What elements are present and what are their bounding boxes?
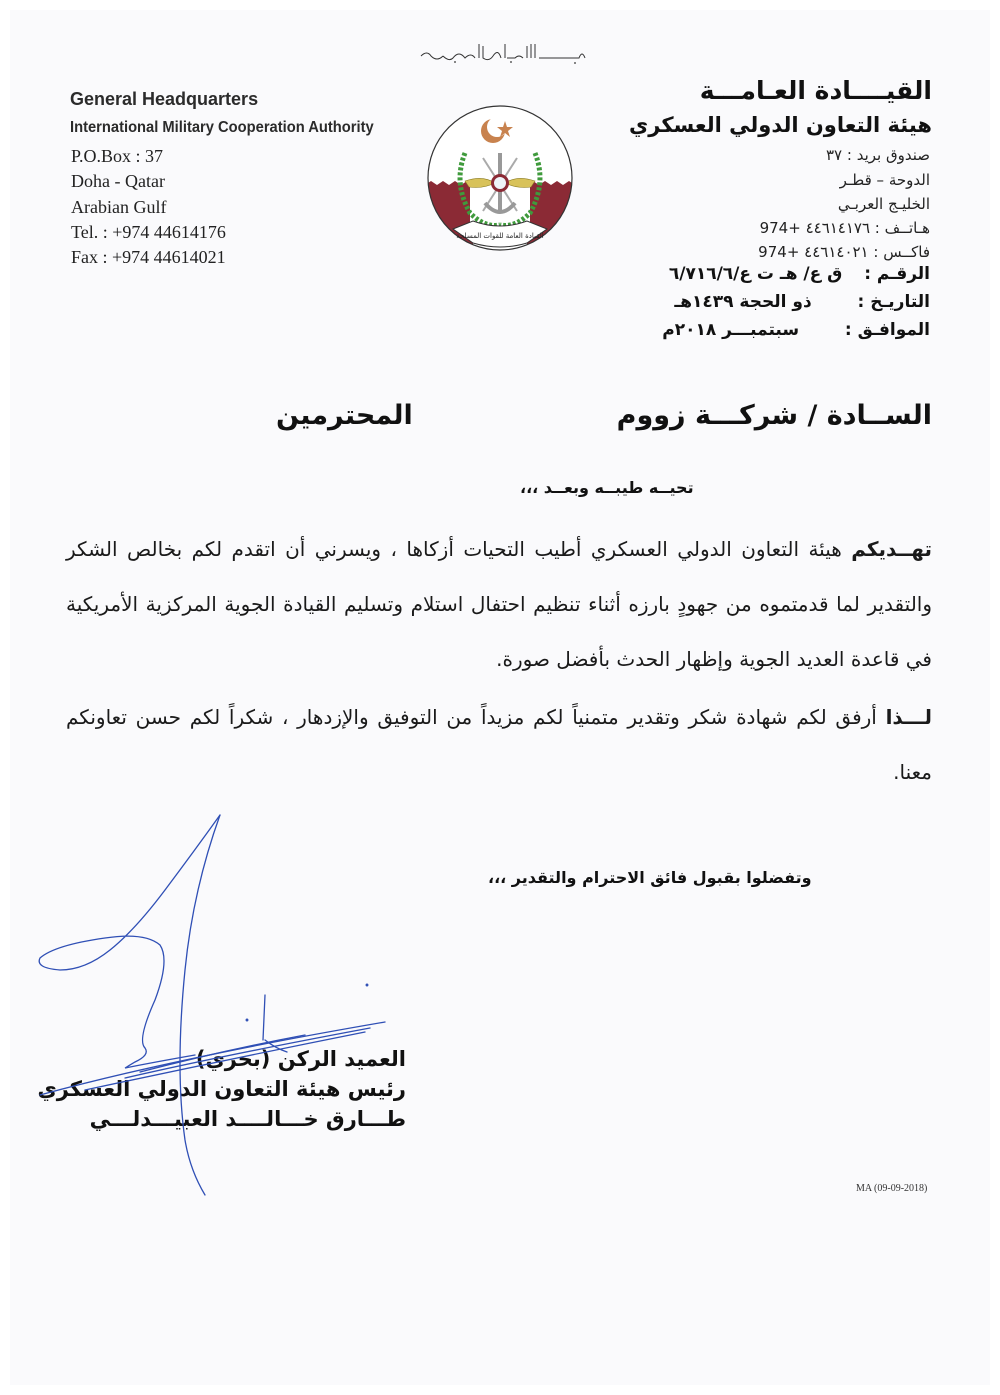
phone-ar: هـاتــف : ٤٤٦١٤١٧٦ +974 [759, 219, 930, 237]
body-paragraph-2-lead: لـــذا [885, 705, 932, 729]
signatory-rank: العميد الركن (بحري) [195, 1047, 406, 1071]
phone-en: Tel. : +974 44614176 [71, 222, 226, 242]
reference-number [669, 264, 930, 284]
fax-ar: فاكــس : ٤٤٦١٤٠٢١ +974 [758, 243, 930, 261]
signatory-block [37, 1044, 406, 1134]
footer-reference: MA (09-09-2018) [856, 1183, 928, 1194]
closing-remark: وتفضلوا بقبول فائق الاحترام والتقدير ،،، [488, 868, 812, 887]
signatory-name: طـــارق خـــالــــد العبيـــدلـــي [89, 1107, 406, 1131]
signatory-position: رئيس هيئة التعاون الدولي العسكري [37, 1077, 406, 1101]
reference-date-label: التاريـخ : [857, 292, 930, 312]
org-subtitle-en: International Military Cooperation Authority [70, 119, 374, 136]
reference-corresponding [662, 320, 930, 340]
honorific: المحترمين [276, 400, 413, 431]
city-en: Doha - Qatar [71, 171, 165, 191]
po-box-en: P.O.Box : 37 [71, 146, 164, 166]
emblem-logo [425, 103, 575, 253]
org-title-en: General Headquarters [70, 89, 259, 109]
po-box-ar: صندوق بريد : ٣٧ [825, 146, 930, 164]
greeting: تحيــه طيبــه وبعــد ،،، [520, 478, 694, 497]
city-ar: الدوحة – قطـر [839, 171, 930, 189]
region-ar: الخليـج العربـي [837, 195, 930, 213]
region-en: Arabian Gulf [71, 197, 167, 217]
body-paragraph-2-text: أرفق لكم شهادة شكر وتقدير متمنياً لكم مزيداً من التوفيق والإزدهار ، شكراً لكم حسن تعاونكم معنا. [66, 705, 932, 784]
body-paragraph-1 [66, 522, 932, 687]
org-subtitle-ar: هيئة التعاون الدولي العسكري [629, 113, 932, 137]
body-paragraph-1-lead: تهــديكم [851, 537, 932, 561]
addressee: الســادة / شركـــة زووم [616, 400, 932, 431]
reference-number-label: الرقـم : [864, 264, 930, 284]
reference-corresponding-label: الموافـق : [844, 320, 930, 340]
reference-date [674, 292, 930, 312]
fax-en: Fax : +974 44614021 [71, 247, 226, 267]
reference-date-value: ذو الحجة ١٤٣٩هـ [674, 292, 812, 312]
org-title-ar: القيــــادة العـامـــة [699, 76, 932, 105]
reference-corresponding-value: سبتمبـــر ٢٠١٨م [662, 320, 800, 340]
body-paragraph-1-text: هيئة التعاون الدولي العسكري أطيب التحيات أزكاها ، ويسرني أن اتقدم لكم بخالص الشكر والتقدير لما قدمتموه من جهودٍ بارزه أثناء تنظيم احتفال استلام وتسليم القيادة الجوية المركزية الأمريكية في قاعدة العديد الجوية وإظهار الحدث بأفضل صورة. [66, 537, 932, 671]
reference-number-value: ق ع/ هـ ت ع/٦/٧١٦/٦ [668, 264, 843, 284]
armed-forces-emblem-icon [425, 103, 575, 253]
basmala-calligraphy [415, 38, 590, 66]
body-paragraph-2 [66, 690, 932, 800]
emblem-caption: القيادة العامة للقوات المسلحة [456, 232, 544, 240]
basmala-icon [415, 38, 590, 66]
